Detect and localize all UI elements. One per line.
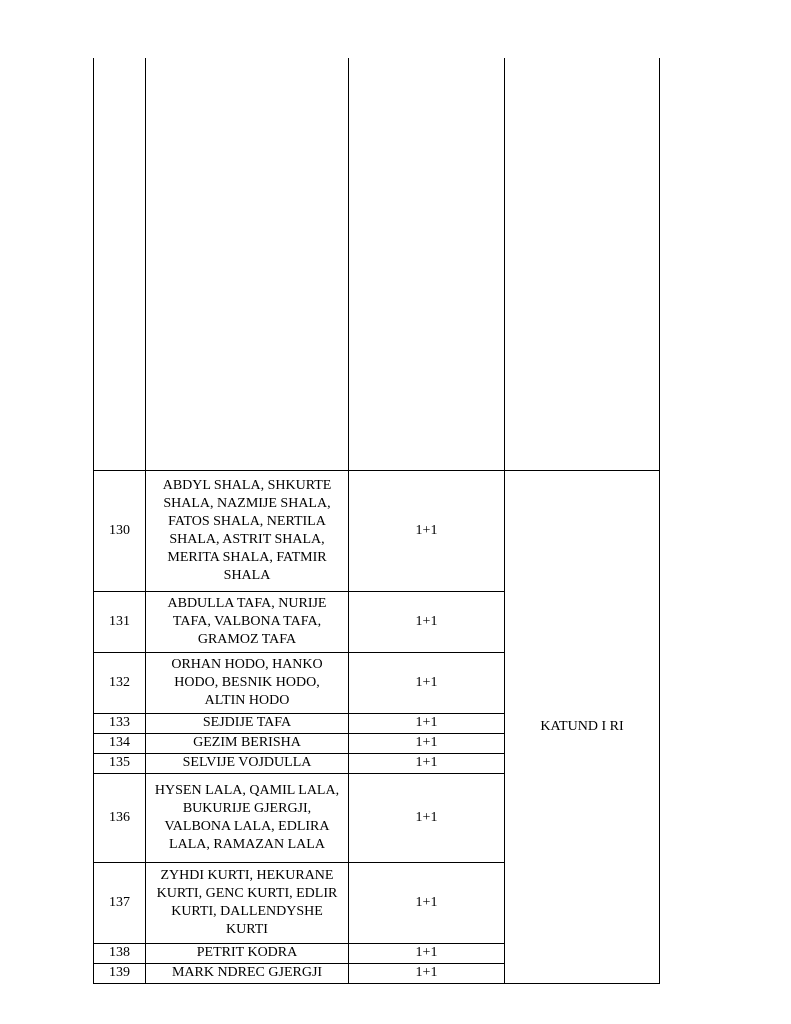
row-number: 131: [94, 591, 146, 652]
apartment-type: 1+1: [349, 713, 505, 733]
allocation-table: [93, 58, 660, 984]
beneficiary-names: SEJDIJE TAFA: [146, 713, 349, 733]
continued-row: [94, 58, 660, 470]
apartment-type: 1+1: [349, 733, 505, 753]
beneficiary-names: PETRIT KODRA: [146, 943, 349, 963]
beneficiary-names: SELVIJE VOJDULLA: [146, 753, 349, 773]
beneficiary-names: MARK NDREC GJERGJI: [146, 963, 349, 983]
beneficiary-names: ZYHDI KURTI, HEKURANE KURTI, GENC KURTI, EDLIR KURTI, DALLENDYSHE KURTI: [146, 862, 349, 943]
table-row: [94, 470, 660, 591]
row-number: 133: [94, 713, 146, 733]
beneficiary-names: HYSEN LALA, QAMIL LALA, BUKURIJE GJERGJI, VALBONA LALA, EDLIRA LALA, RAMAZAN LALA: [146, 773, 349, 862]
apartment-type: 1+1: [349, 943, 505, 963]
empty-cell: [94, 58, 146, 470]
beneficiary-names: ABDULLA TAFA, NURIJE TAFA, VALBONA TAFA, GRAMOZ TAFA: [146, 591, 349, 652]
row-number: 134: [94, 733, 146, 753]
apartment-type: 1+1: [349, 862, 505, 943]
apartment-type: 1+1: [349, 652, 505, 713]
empty-cell: [349, 58, 505, 470]
row-number: 135: [94, 753, 146, 773]
apartment-type: 1+1: [349, 470, 505, 591]
apartment-type: 1+1: [349, 773, 505, 862]
row-number: 137: [94, 862, 146, 943]
empty-cell: [146, 58, 349, 470]
village-name: KATUND I RI: [505, 470, 660, 983]
apartment-type: 1+1: [349, 963, 505, 983]
row-number: 136: [94, 773, 146, 862]
beneficiary-names: ORHAN HODO, HANKO HODO, BESNIK HODO, ALTIN HODO: [146, 652, 349, 713]
row-number: 132: [94, 652, 146, 713]
row-number: 138: [94, 943, 146, 963]
apartment-type: 1+1: [349, 753, 505, 773]
beneficiary-names: ABDYL SHALA, SHKURTE SHALA, NAZMIJE SHALA, FATOS SHALA, NERTILA SHALA, ASTRIT SHALA, MERITA SHALA, FATMIR SHALA: [146, 470, 349, 591]
empty-cell: [505, 58, 660, 470]
row-number: 139: [94, 963, 146, 983]
row-number: 130: [94, 470, 146, 591]
beneficiary-names: GEZIM BERISHA: [146, 733, 349, 753]
apartment-type: 1+1: [349, 591, 505, 652]
